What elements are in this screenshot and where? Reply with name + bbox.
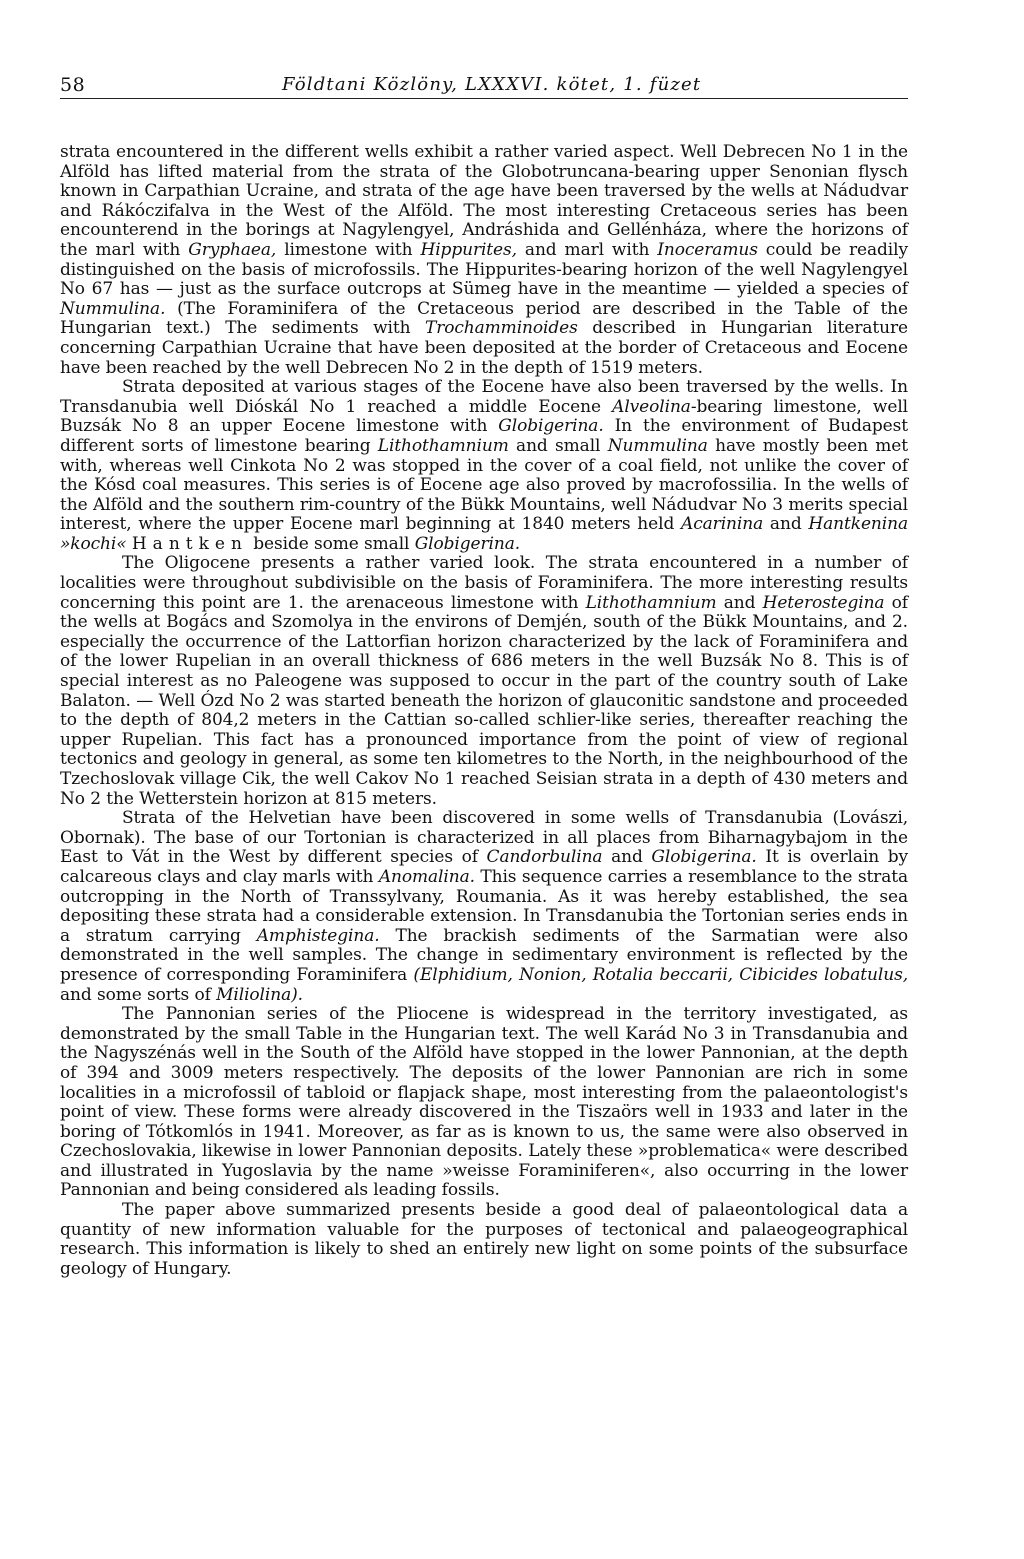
text-run: (The Foraminifera of the Cretaceous period are described in the Table of the Hungarian text.) The sediments with — [60, 298, 908, 339]
italic-term: Heterostegina — [762, 592, 885, 613]
text-run: and some sorts of — [60, 984, 217, 1005]
italic-term: Anomalina. — [378, 866, 475, 887]
italic-term: Alveolina — [612, 396, 691, 417]
paragraph — [60, 1201, 908, 1279]
text-run: The Pannonian series of the Pliocene is widespread in the territory investigated, as demonstrated by the small Table in the Hungarian text. The well Karád No 3 in Transdanubia and the Nagyszénás well in the South of the Alföld have stopped in the lower Pannonian, at the depth of 394 and 3009 meters respectively. The deposits of the lower Pannonian are rich in some localities in a microfossil of tabloid or flapjack shape, most interesting from the palaeontologist's point of view. These forms were already discovered in the Tiszaörs well in 1933 and later in the boring of Tótkomlós in 1941. Moreover, as far as is known to us, the same were also observed in Czechoslovakia, likewise in lower Pannonian deposits. Lately these »problematica« were described and illustrated in Yugoslavia by the name »weisse Foraminiferen«, also occurring in the lower Pannonian and being considered als leading fossils. — [60, 1004, 908, 1201]
italic-term: Candorbulina — [486, 847, 603, 868]
text-run: and — [716, 592, 763, 613]
text-run: Strata of the Helvetian have been discovered in some wells of Transdanubia (Lovászi, Obornak). The base of our Tortonian is characterized in all places from Biharnagybajom in the East to Vát in the West by different species of — [60, 808, 908, 868]
text-run: strata encountered in the different wells exhibit a rather varied aspect. Well Debrecen No 1 in the Alföld has lifted material from the strata of the Globotruncana-bearing upper Senonian flysch known in Carpathian Ucraine, and strata of the age have been traversed by the wells at Nádudvar and Rákóczifalva in the West of the Alföld. The most interesting Cretaceous series has been encounterend in the borings at Nagylengyel, Andráshida and Gellénháza, where the horizons of the marl with — [60, 142, 908, 260]
text-run: and small — [508, 435, 608, 456]
text-run: and — [602, 847, 652, 868]
page-number: 58 — [60, 74, 86, 96]
text-run: described in Hungarian literature concerning Carpathian Ucraine that have been deposited at the border of Cretaceous and Eocene have been reached by the well Debrecen No 2 in the depth of 1519 meters. — [60, 318, 909, 378]
italic-term: Globigerina. — [651, 847, 757, 868]
italic-term: Amphistegina. — [256, 925, 380, 946]
page-header — [60, 70, 908, 99]
text-run: The paper above summarized presents beside a good deal of palaeontological data a quantity of new information valuable for the purposes of tectonical and palaeogeographical research. This information is likely to shed an entirely new light on some points of the subsurface geology of Hungary. — [60, 1200, 908, 1279]
paragraph — [60, 378, 908, 554]
italic-term: Hippurites, — [420, 239, 517, 260]
text-run: of the wells at Bogács and Szomolya in the environs of Demjén, south of the Bükk Mountains, and 2. especially the occurrence of the Lattorfian horizon characterized by the lack of Foraminifera and of the lower Rupelian in an overall thickness of 686 meters in the well Buzsák No 8. This is of special interest as no Paleogene was supposed to occur in the part of the country south of Lake Balaton. — Well Ózd No 2 was started beneath the horizon of glauconitic sandstone and proceeded to the depth of 804,2 meters in the Cattian so-called schlier-like series, thereafter reaching the upper Rupelian. This fact has a pronounced importance from the point of view of regional tectonics and geology in general, as some ten kilometres to the North, in the neighbourhood of the Tzechoslovak village Cik, the well Cakov No 1 reached Seisian strata in a depth of 430 meters and No 2 the Wetterstein horizon at 815 meters. — [60, 592, 908, 809]
italic-term: Acarinina — [681, 514, 764, 535]
body-text — [60, 143, 908, 1279]
italic-term: Gryphaea, — [188, 239, 277, 260]
italic-term: (Elphidium, Nonion, Rotalia beccarii, Cibicides lobatulus, — [413, 964, 908, 985]
text-run: Strata deposited at various stages of the Eocene have also been traversed by the wells. In Transdanubia well Dióskál No 1 reached a middle Eocene — [60, 377, 908, 417]
italic-term: Hantkenina »kochi« — [60, 514, 908, 554]
text-run: The brackish sediments of the Sarmatian were also demonstrated in the well samples. The change in sedimentary environment is reflected by the presence of corresponding Foraminifera — [60, 925, 908, 985]
text-run: and marl with — [516, 239, 658, 260]
italic-term: Globigerina. — [498, 416, 604, 437]
text-run: This sequence carries a resemblance to the strata outcropping in the North of Transsylvany, Roumania. As it was hereby established, the sea depositing these strata had a considerable extension. In Transdanubia the Tortonian series ends in a stratum carrying — [60, 866, 909, 946]
document-page — [60, 70, 908, 1279]
text-run: have mostly been met with, whereas well Cinkota No 2 was stopped in the cover of a coal field, not unlike the cover of the Kósd coal measures. This series is of Eocene age also proved by macrofossilia. In the wells of the Alföld and the southern rim-country of the Bükk Mountains, well Nádudvar No 3 merits special interest, where the upper Eocene marl beginning at 1840 meters held — [60, 435, 908, 535]
paragraph — [60, 1005, 908, 1201]
running-title: Földtani Közlöny, LXXXVI. kötet, 1. füzet — [282, 74, 702, 95]
text-run: The Oligocene presents a rather varied look. The strata encountered in a number of localities were throughout subdivisible on the basis of Foraminifera. The more interesting results concerning this point are 1. the arenaceous limestone with — [60, 553, 908, 613]
italic-term: Nummulina — [607, 435, 708, 456]
italic-term: Nummulina. — [60, 298, 166, 319]
italic-term: Miliolina). — [216, 984, 303, 1005]
italic-term: Inoceramus — [657, 239, 758, 260]
text-run: could be readily distinguished on the basis of microfossils. The Hippurites-bearing horizon of the well Nagylengyel No 67 has — just as the surface outcrops at Sümeg have in the meantime — yielded a species of — [60, 239, 908, 300]
italic-term: Lithothamnium — [377, 435, 509, 456]
paragraph — [60, 143, 908, 378]
text-run: In the environment of Budapest different sorts of limestone bearing — [60, 416, 908, 456]
paragraph — [60, 809, 908, 1005]
text-run: -bearing limestone, well Buzsák No 8 an upper Eocene limestone with — [60, 396, 909, 437]
author-name: Hantken — [131, 533, 248, 554]
text-run: It is overlain by calcareous clays and clay marls with — [60, 847, 909, 887]
italic-term: Trochamminoides — [424, 318, 578, 339]
text-run: and — [763, 514, 809, 535]
italic-term: Lithothamnium — [585, 592, 717, 613]
text-run: beside some small — [247, 533, 415, 554]
text-run: limestone with — [276, 239, 421, 260]
paragraph — [60, 554, 908, 809]
italic-term: Globigerina. — [414, 533, 521, 554]
